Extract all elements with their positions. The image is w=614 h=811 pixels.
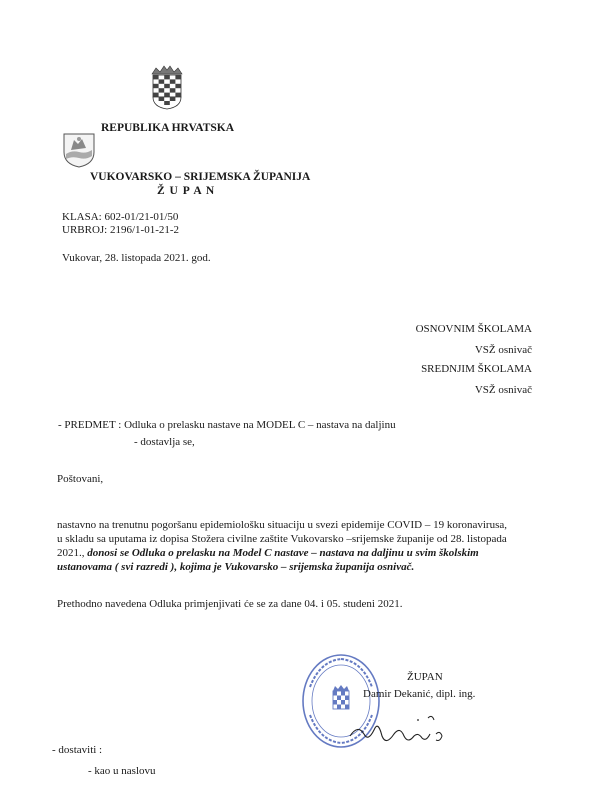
klasa-number: KLASA: 602-01/21-01/50 <box>62 211 179 223</box>
body-line-1: nastavno na trenutnu pogoršanu epidemiološku situaciju u svezi epidemije COVID – 19 koronavirusa, <box>57 519 507 531</box>
body-line-3-plain: 2021., <box>57 547 85 559</box>
recipient-founder-2: VSŽ osnivač <box>474 384 532 396</box>
county-heading: VUKOVARSKO – SRIJEMSKA ŽUPANIJA <box>90 171 311 183</box>
deliver-label: - dostaviti : <box>52 744 103 756</box>
office-heading: Ž U P A N <box>157 185 216 197</box>
body-line-3-decision: donosi se Odluka o prelasku na Model C nastave – nastava na daljinu u svim školskim <box>87 547 479 559</box>
signature-title: ŽUPAN <box>407 671 443 683</box>
recipient-founder-1: VSŽ osnivač <box>474 344 532 356</box>
handwritten-signature <box>348 706 448 754</box>
republic-heading: REPUBLIKA HRVATSKA <box>101 122 235 134</box>
county-coat-of-arms-icon <box>62 132 96 168</box>
body-line-4-decision: ustanovama ( svi razredi ), kojima je Vukovarsko – srijemska županija osnivač. <box>57 561 415 573</box>
subject-note: - dostavlja se, <box>134 436 195 448</box>
deliver-to: - kao u naslovu <box>88 765 156 777</box>
greeting: Poštovani, <box>57 473 104 485</box>
recipient-primary-schools: OSNOVNIM ŠKOLAMA <box>415 323 532 335</box>
body-paragraph-dates: Prethodno navedena Odluka primjenjivati će se za dane 04. i 05. studeni 2021. <box>57 598 403 610</box>
place-date: Vukovar, 28. listopada 2021. god. <box>62 252 211 264</box>
body-line-2: u skladu sa uputama iz dopisa Stožera civilne zaštite Vukovarsko –srijemske županije od 28. listopada <box>57 533 507 545</box>
signatory-name: Damir Dekanić, dipl. ing. <box>363 688 476 700</box>
subject-line: - PREDMET : Odluka o prelasku nastave na MODEL C – nastava na daljinu <box>58 419 396 431</box>
urbroj-number: URBROJ: 2196/1-01-21-2 <box>62 224 180 236</box>
recipient-secondary-schools: SREDNJIM ŠKOLAMA <box>421 363 532 375</box>
croatia-coat-of-arms-icon <box>149 64 185 110</box>
